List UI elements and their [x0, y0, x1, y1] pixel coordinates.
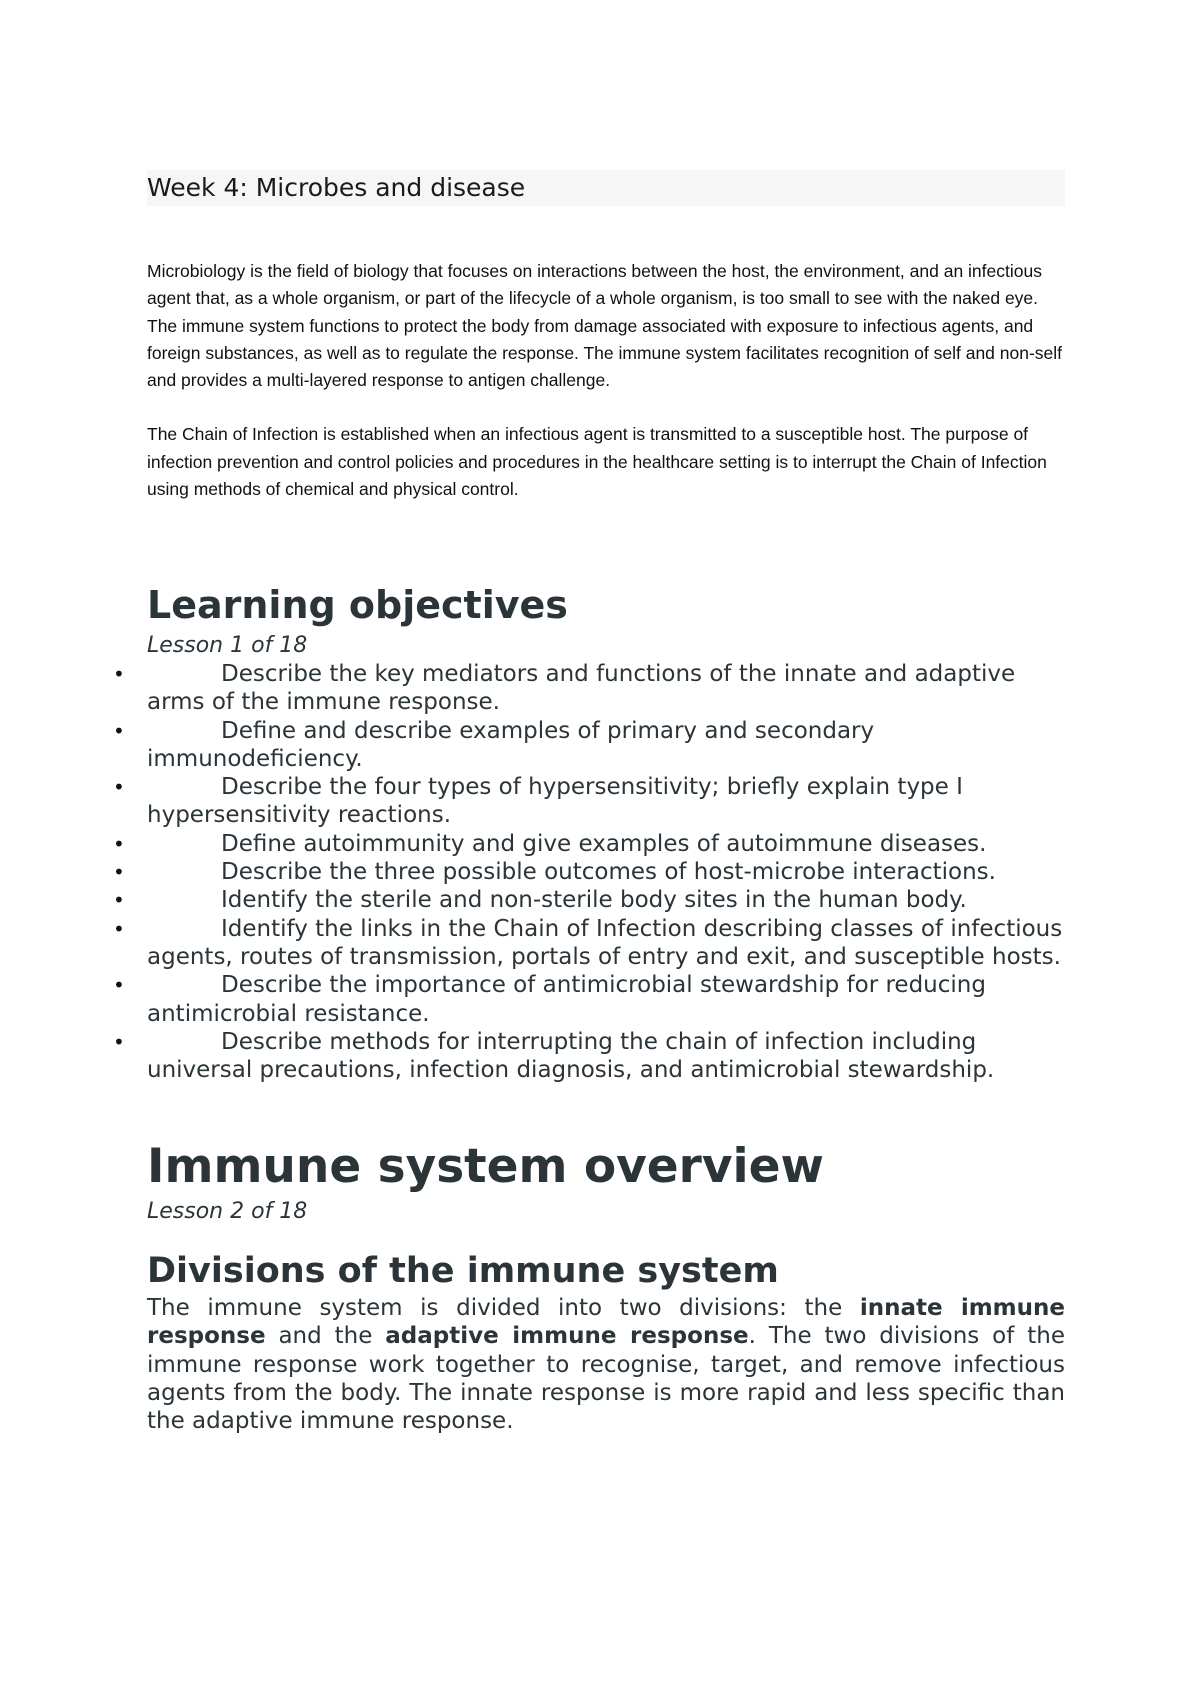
divisions-paragraph — [147, 1294, 1065, 1435]
week-title: Week 4: Microbes and disease — [147, 170, 1065, 206]
objective-text: Describe the key mediators and functions of the innate and adaptive arms of the immune response. — [147, 661, 1016, 716]
paragraph-text: and the — [265, 1323, 386, 1350]
bullet-icon: • — [113, 860, 125, 885]
objective-text: Define and describe examples of primary and secondary immunodeficiency. — [147, 717, 875, 772]
objective-text: Describe the importance of antimicrobial stewardship for reducing antimicrobial resistance. — [147, 972, 986, 1027]
list-item — [113, 858, 1065, 886]
bullet-icon: • — [113, 662, 125, 686]
intro-section — [147, 258, 1065, 530]
list-item — [113, 717, 1065, 774]
list-item — [113, 886, 1065, 914]
list-item — [113, 1028, 1065, 1085]
intro-paragraph-2: The Chain of Infection is established when an infectious agent is transmitted to a susceptible host. The purpose of infection prevention and control policies and procedures in the healthcare setting is to interrupt the Chain of Infection using methods of chemical and physical control. — [147, 424, 1047, 500]
list-item — [113, 660, 1065, 717]
bullet-icon: • — [113, 775, 125, 800]
divisions-heading: Divisions of the immune system — [147, 1251, 779, 1291]
learning-objectives-heading: Learning objectives — [147, 583, 568, 627]
lesson-label: Lesson 1 of 18 — [147, 633, 308, 658]
paragraph-text: The immune system is divided into two divisions: the — [147, 1295, 860, 1321]
lesson-label: Lesson 2 of 18 — [147, 1199, 308, 1224]
immune-overview-heading: Immune system overview — [147, 1139, 824, 1194]
bold-term-adaptive: adaptive immune response — [385, 1323, 749, 1350]
bullet-icon: • — [113, 1029, 125, 1054]
list-item — [113, 971, 1065, 1028]
objective-text: Describe the three possible outcomes of host-microbe interactions. — [221, 859, 996, 886]
list-item — [113, 773, 1065, 830]
bold-term-innate: innate immune response — [147, 1295, 1065, 1350]
objective-text: Describe the four types of hypersensitivity; briefly explain type I hypersensitivity reactions. — [147, 774, 963, 829]
objective-text: Identify the links in the Chain of Infection describing classes of infectious agents, routes of transmission, portals of entry and exit, and susceptible hosts. — [147, 915, 1063, 970]
bullet-icon: • — [113, 831, 125, 856]
bullet-icon: • — [113, 916, 125, 941]
paragraph-text: . The two divisions of the immune response work together to recognise, target, and remove infectious agents from the body. The innate response is more rapid and less specific than the adaptive immune response. — [147, 1323, 1065, 1435]
intro-paragraph-1: Microbiology is the field of biology that focuses on interactions between the host, the environment, and an infectious agent that, as a whole organism, or part of the lifecycle of a whole organism, is too small to see with the naked eye. The immune system functions to protect the body from damage associated with exposure to infectious agents, and foreign substances, as well as to regulate the response. The immune system facilitates recognition of self and non-self and provides a multi-layered response to antigen challenge. — [147, 261, 1063, 391]
objectives-list — [113, 660, 1065, 1084]
list-item — [113, 915, 1065, 972]
objective-text: Define autoimmunity and give examples of autoimmune diseases. — [221, 830, 987, 857]
bullet-icon: • — [113, 718, 125, 743]
objective-text: Describe methods for interrupting the chain of infection including universal precautions, infection diagnosis, and antimicrobial stewardship. — [147, 1028, 995, 1084]
list-item — [113, 830, 1065, 858]
bullet-icon: • — [113, 888, 125, 913]
immune-overview-section — [147, 1136, 1065, 1435]
objective-text: Identify the sterile and non-sterile body sites in the human body. — [221, 887, 967, 914]
bullet-icon: • — [113, 973, 125, 998]
learning-objectives-section — [113, 578, 1065, 1084]
